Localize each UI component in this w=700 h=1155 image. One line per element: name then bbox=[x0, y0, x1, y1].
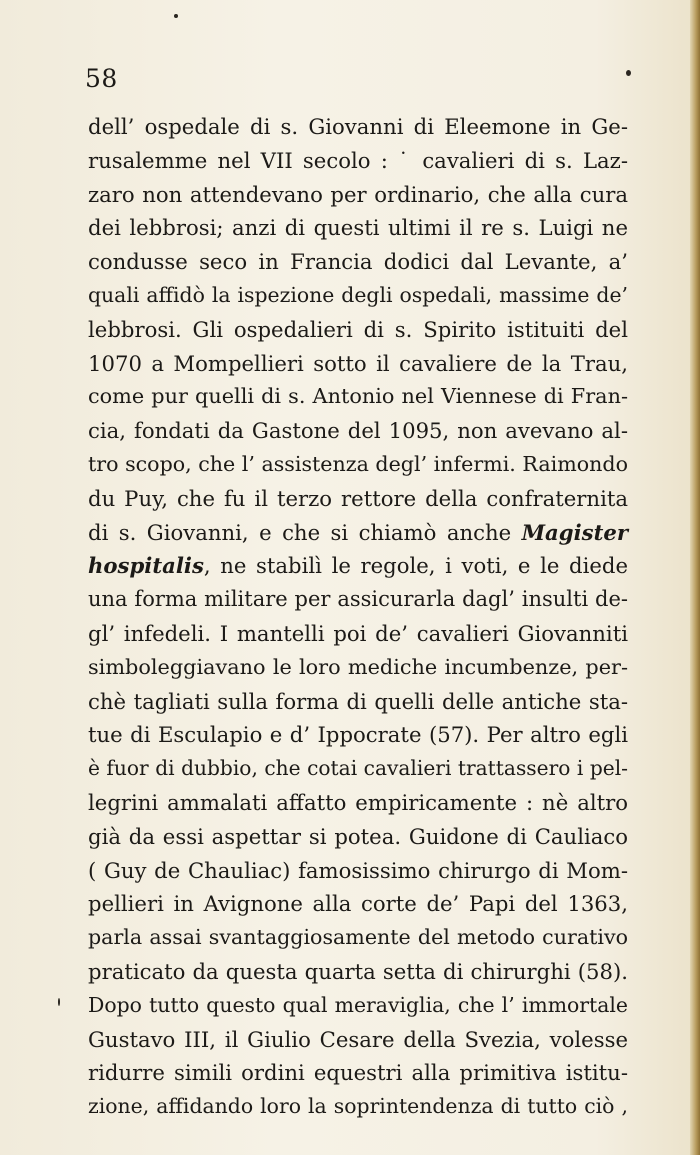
ink-speck bbox=[626, 70, 631, 76]
text-line: ridurre simili ordini equestri alla primitiva istitu- bbox=[88, 1060, 628, 1086]
text-line: Gustavo III, il Giulio Cesare della Svezia, volesse bbox=[88, 1026, 628, 1052]
text-line: di s. Giovanni, e che si chiamò anche Magister bbox=[88, 519, 628, 545]
text-line: Dopo tutto questo qual meraviglia, che l’ immortale bbox=[88, 992, 628, 1017]
italic-phrase: Magister bbox=[521, 519, 628, 545]
text-line: lebbrosi. Gli ospedalieri di s. Spirito istituiti del bbox=[88, 316, 628, 342]
text-line: gl’ infedeli. I mantelli poi de’ cavalieri Giovanniti bbox=[88, 620, 628, 646]
text-line: condusse seco in Francia dodici dal Levante, a’ bbox=[88, 249, 628, 275]
text-line: è fuor di dubbio, che cotai cavalieri trattassero i pel- bbox=[88, 756, 628, 781]
text-line: tue di Esculapio e d’ Ippocrate (57). Per altro egli bbox=[88, 722, 628, 748]
text-line: du Puy, che fu il terzo rettore della confraternita bbox=[88, 485, 628, 511]
text-line: pellieri in Avignone alla corte de’ Papi del 1363, bbox=[88, 891, 628, 917]
page-edge bbox=[690, 0, 700, 1155]
text-line: dei lebbrosi; anzi di questi ultimi il re s. Luigi ne bbox=[88, 215, 628, 241]
italic-phrase: hospitalis bbox=[88, 553, 204, 579]
text-line: quali affidò la ispezione degli ospedali, massime de’ bbox=[88, 282, 628, 307]
text-line: come pur quelli di s. Antonio nel Viennese di Fran- bbox=[88, 384, 628, 409]
text-line: simboleggiavano le loro mediche incumbenze, per- bbox=[88, 654, 628, 679]
text-line: rusalemme nel VII secolo : ˙ cavalieri di s. Laz- bbox=[88, 147, 628, 173]
text-line: chè tagliati sulla forma di quelli delle antiche sta- bbox=[88, 688, 628, 714]
text-line: zione, affidando loro la soprintendenza di tutto ciò , bbox=[88, 1094, 628, 1119]
text-line: una forma militare per assicurarla dagl’ insulti de- bbox=[88, 587, 628, 612]
text-line: cia, fondati da Gastone del 1095, non avevano al- bbox=[88, 418, 628, 444]
ink-speck bbox=[174, 14, 178, 18]
page-number: 58 bbox=[85, 64, 118, 93]
text-line: parla assai svantaggiosamente del metodo curativo bbox=[88, 925, 628, 950]
text-line: praticato da questa quarta setta di chirurghi (58). bbox=[88, 958, 628, 984]
text-line: hospitalis, ne stabilì le regole, i voti, e le diede bbox=[88, 553, 628, 579]
ink-speck bbox=[58, 998, 60, 1006]
text-line: ( Guy de Chauliac) famosissimo chirurgo di Mom- bbox=[88, 857, 628, 883]
text-line: legrini ammalati affatto empiricamente : nè altro bbox=[88, 789, 628, 815]
text-line: tro scopo, che l’ assistenza degl’ infermi. Raimondo bbox=[88, 451, 628, 476]
body-text bbox=[88, 110, 628, 1124]
text-line: zaro non attendevano per ordinario, che alla cura bbox=[88, 181, 628, 207]
text-line: già da essi aspettar si potea. Guidone di Cauliaco bbox=[88, 823, 628, 849]
text-line: 1070 a Mompellieri sotto il cavaliere de la Trau, bbox=[88, 350, 628, 376]
text-line: dell’ ospedale di s. Giovanni di Eleemone in Ge- bbox=[88, 114, 628, 139]
